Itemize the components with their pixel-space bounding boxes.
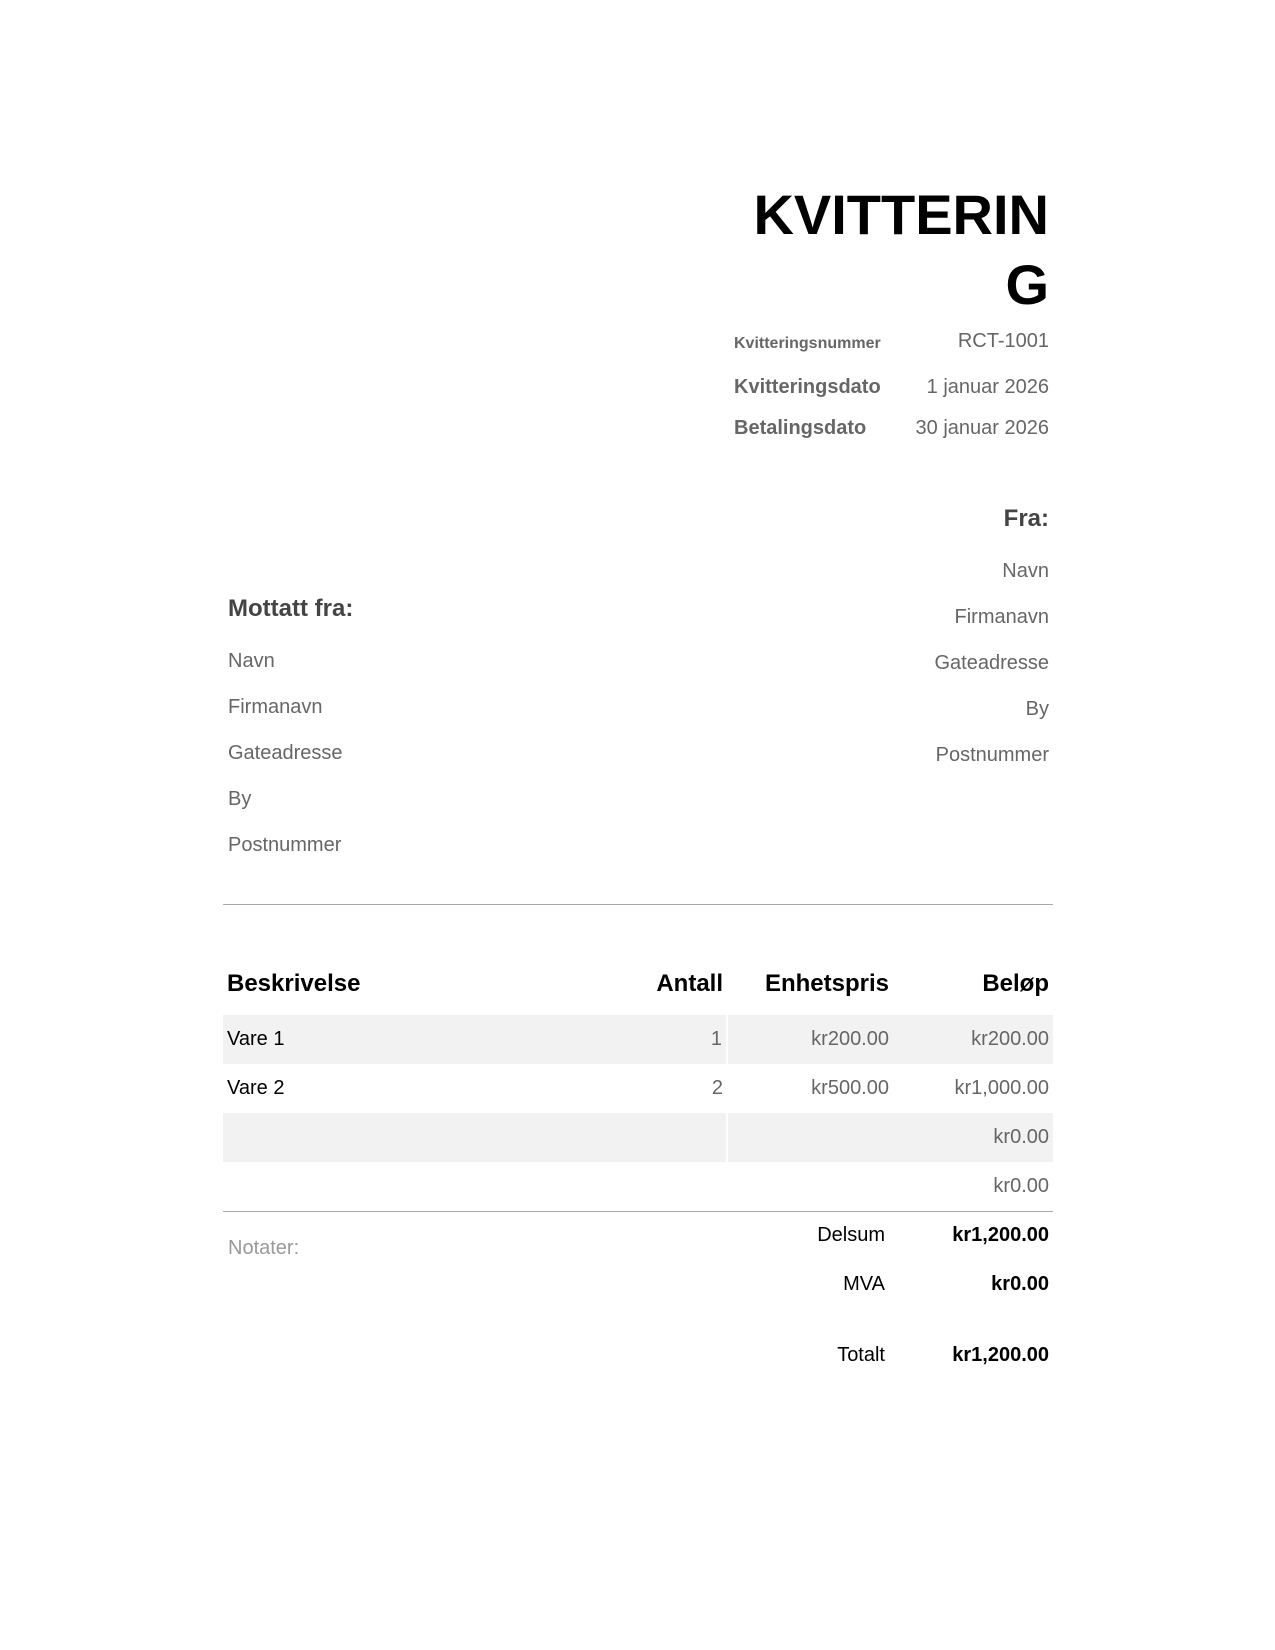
item-description	[223, 1162, 637, 1212]
line-items-table	[223, 970, 1053, 1212]
receipt-meta-table	[730, 330, 1053, 458]
item-amount: kr1,000.00	[954, 1077, 1049, 1099]
received-from-city: By	[228, 788, 252, 810]
subtotal-row	[723, 1224, 1053, 1247]
received-from-postal: Postnummer	[228, 834, 342, 856]
column-header-amount: Beløp	[982, 970, 1049, 997]
column-header-description: Beskrivelse	[227, 970, 361, 997]
from-heading: Fra:	[1003, 505, 1049, 532]
total-label: Totalt	[837, 1344, 885, 1366]
column-header-unit-price: Enhetspris	[764, 970, 889, 997]
received-from-company: Firmanavn	[228, 696, 323, 718]
vat-row	[723, 1273, 1053, 1296]
table-row	[223, 1113, 1053, 1162]
vat-value: kr0.00	[991, 1273, 1049, 1295]
page-title: KVITTERING	[753, 183, 1049, 316]
receipt-number-value: RCT-1001	[957, 330, 1049, 352]
meta-row-receipt-number	[730, 330, 1053, 376]
from-city: By	[1025, 698, 1049, 720]
item-unit-price	[727, 1162, 893, 1212]
item-amount: kr0.00	[893, 1162, 1053, 1212]
from-name: Navn	[1002, 560, 1049, 582]
item-description	[223, 1113, 637, 1162]
item-unit-price	[727, 1113, 893, 1162]
item-unit-price: kr200.00	[727, 1015, 893, 1064]
total-value: kr1,200.00	[952, 1344, 1049, 1366]
column-header-quantity: Antall	[656, 970, 723, 997]
table-row	[223, 1015, 1053, 1064]
subtotal-value: kr1,200.00	[952, 1224, 1049, 1246]
table-row	[223, 1162, 1053, 1212]
table-header-row	[223, 970, 1053, 1015]
item-quantity: 1	[637, 1015, 727, 1064]
vat-label: MVA	[843, 1273, 885, 1295]
subtotal-label: Delsum	[817, 1224, 885, 1246]
payment-date-label: Betalingsdato	[734, 417, 867, 439]
item-description: Vare 2	[227, 1077, 285, 1099]
received-from-name: Navn	[228, 650, 275, 672]
from-address-block	[934, 505, 1049, 778]
item-amount: kr200.00	[893, 1015, 1053, 1064]
receipt-date-value: 1 januar 2026	[926, 376, 1049, 398]
item-unit-price: kr500.00	[811, 1077, 889, 1099]
item-quantity: 2	[711, 1077, 723, 1099]
section-divider	[223, 904, 1053, 905]
meta-row-receipt-date	[730, 376, 1053, 417]
notes-label: Notater:	[228, 1237, 300, 1259]
total-row	[723, 1344, 1053, 1367]
from-company: Firmanavn	[954, 606, 1049, 628]
table-row	[223, 1064, 1053, 1113]
item-amount: kr0.00	[893, 1113, 1053, 1162]
received-from-street: Gateadresse	[228, 742, 343, 764]
title-block	[719, 180, 1049, 320]
meta-row-payment-date	[730, 417, 1053, 458]
receipt-date-label: Kvitteringsdato	[734, 376, 881, 398]
receipt-number-label: Kvitteringsnummer	[734, 335, 881, 352]
received-from-address-block	[228, 595, 353, 868]
from-postal: Postnummer	[935, 744, 1049, 766]
item-quantity	[637, 1113, 727, 1162]
from-street: Gateadresse	[934, 652, 1049, 674]
item-quantity	[637, 1162, 727, 1212]
receipt-page	[223, 0, 1053, 1650]
item-description: Vare 1	[223, 1015, 637, 1064]
payment-date-value: 30 januar 2026	[915, 417, 1049, 439]
received-from-heading: Mottatt fra:	[228, 595, 354, 622]
